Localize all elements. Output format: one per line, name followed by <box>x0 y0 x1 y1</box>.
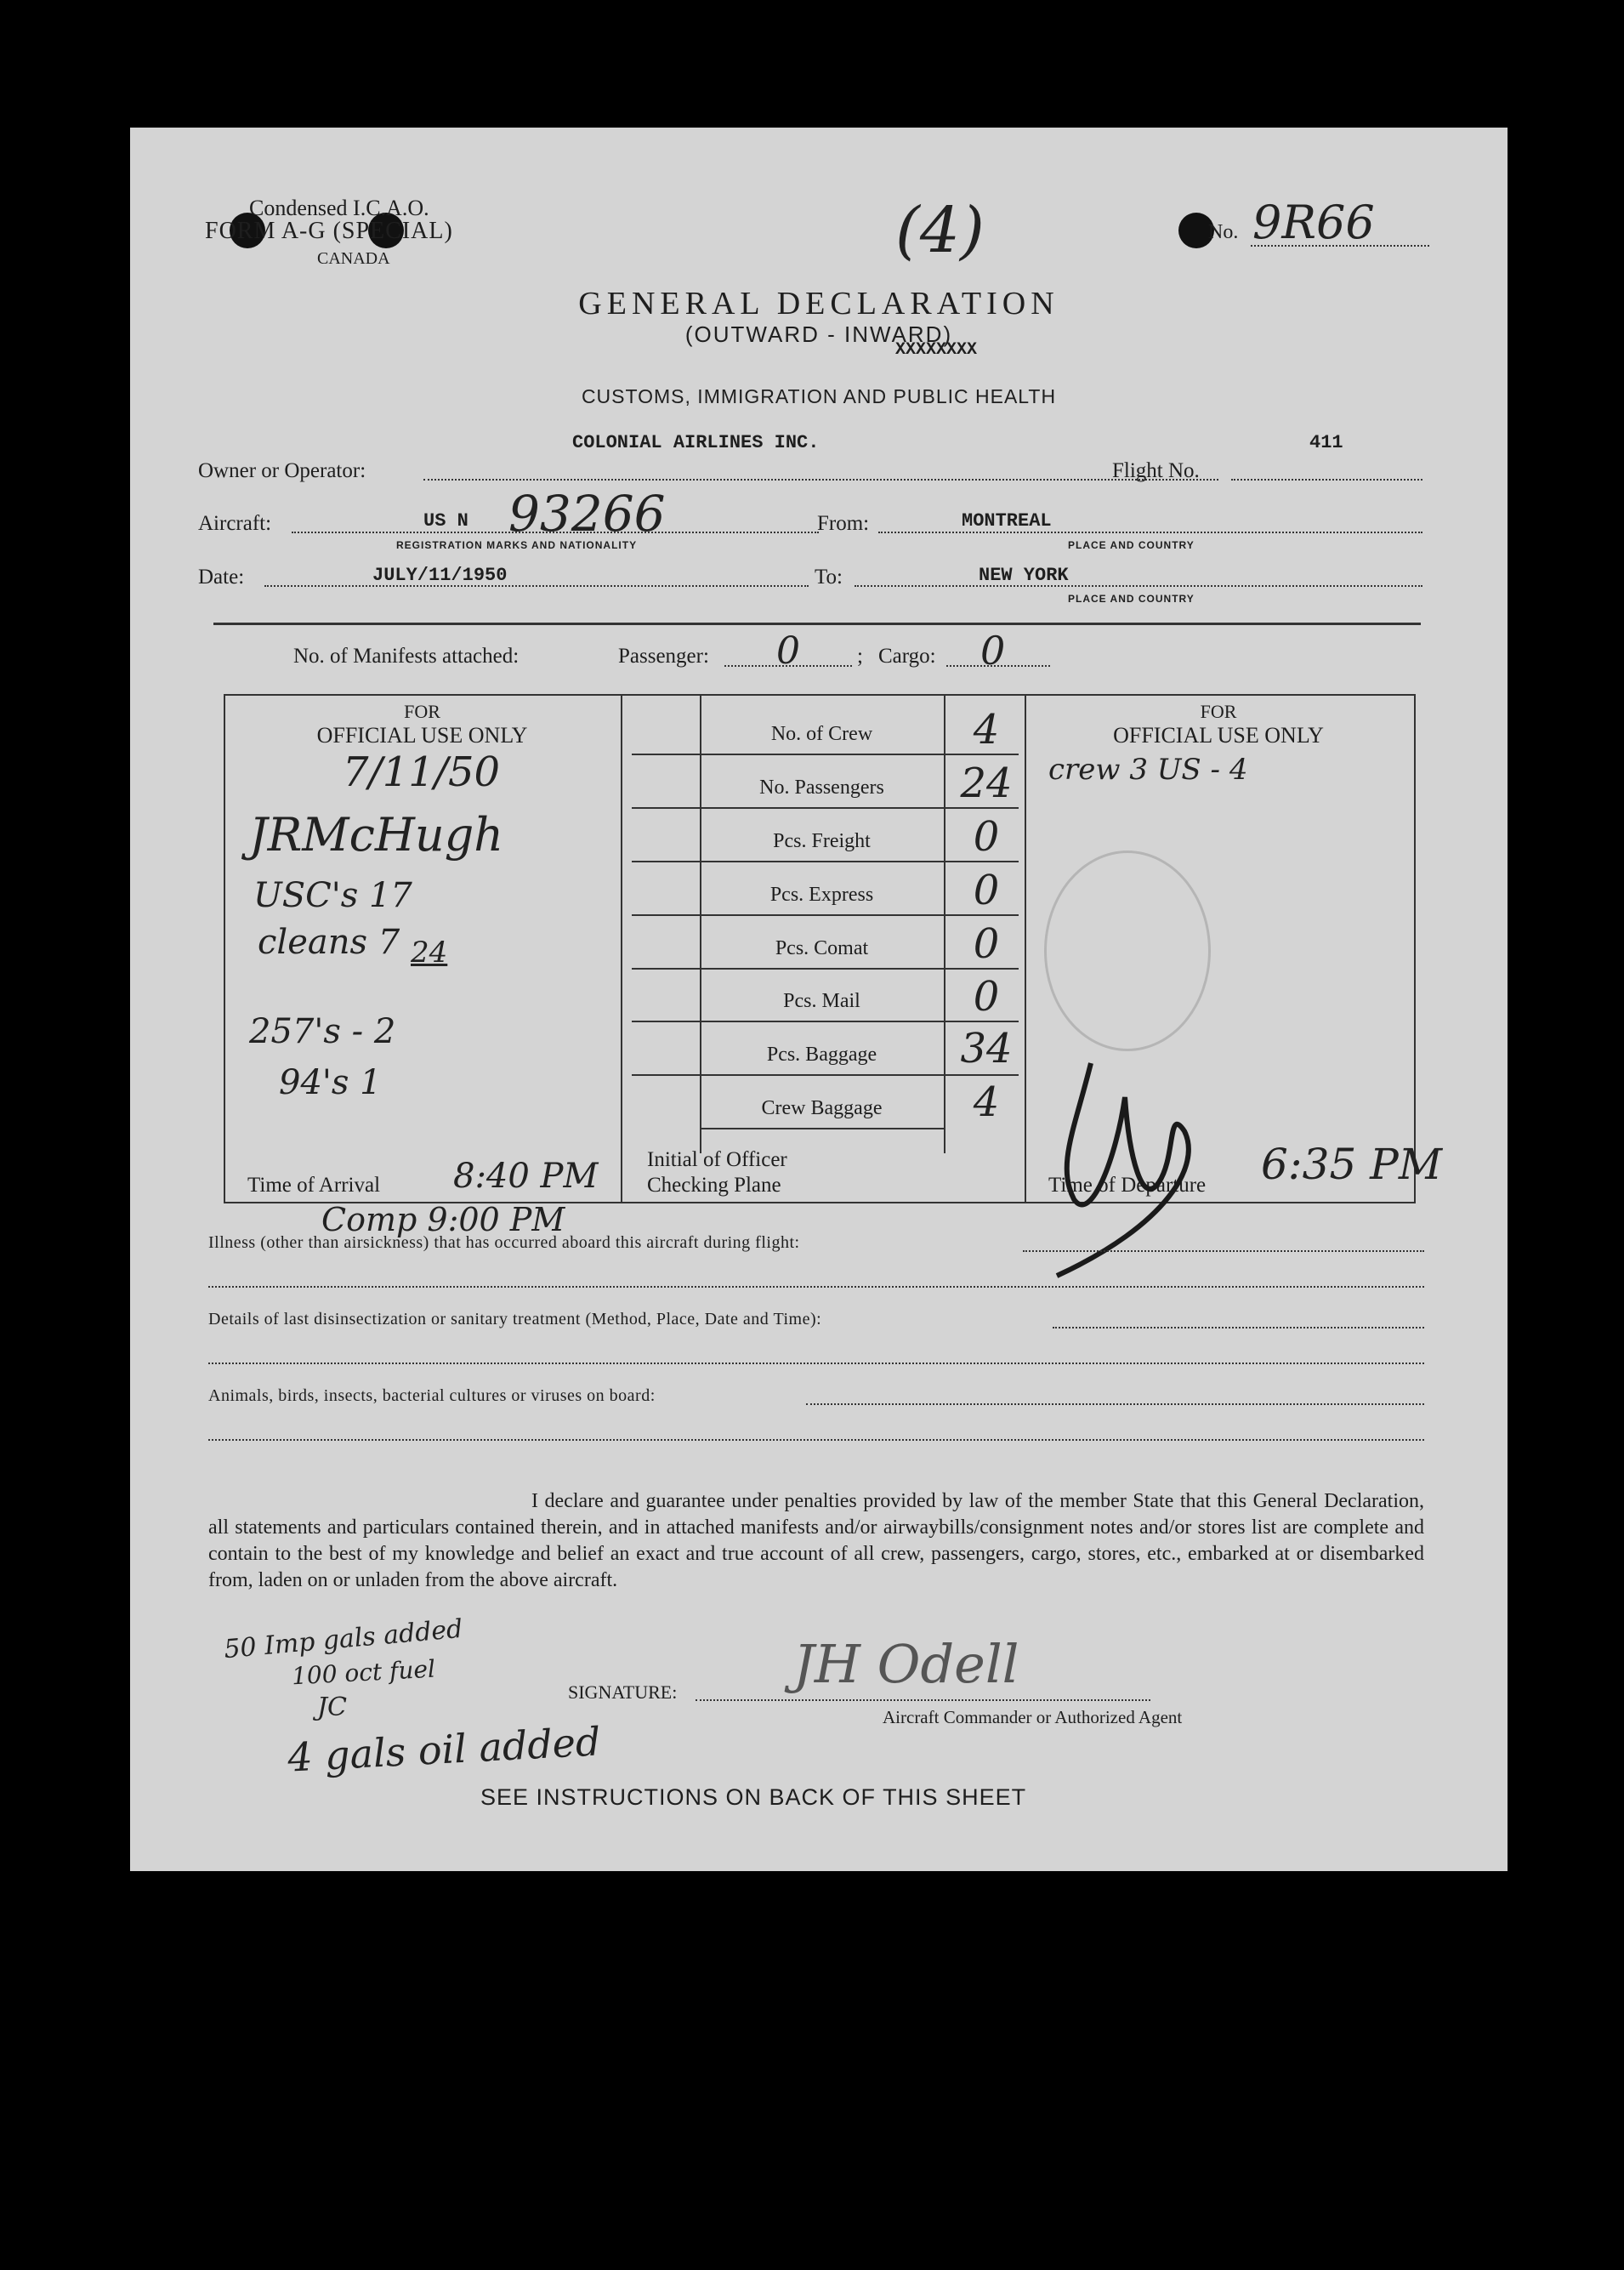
margin-note-line1: 50 Imp gals added <box>223 1613 464 1665</box>
illness-line-2 <box>208 1286 1424 1288</box>
disinsect-line <box>1053 1327 1424 1328</box>
form-subtitle: CUSTOMS, IMMIGRATION AND PUBLIC HEALTH <box>581 385 1057 407</box>
margin-note-line4: 4 gals oil added <box>286 1718 602 1781</box>
table-divider <box>1025 694 1026 1202</box>
row-baggage-value: 34 <box>960 1025 1013 1072</box>
manifests-cargo-label: Cargo: <box>878 645 936 668</box>
from-caption: PLACE AND COUNTRY <box>1068 539 1195 551</box>
to-label: To: <box>815 566 843 589</box>
row-line <box>700 1128 944 1129</box>
table-divider <box>700 694 701 1153</box>
manifests-label: No. of Manifests attached: <box>293 645 520 668</box>
official-note-line4: 94's 1 <box>279 1063 382 1102</box>
time-departure-value: 6:35 PM <box>1261 1140 1443 1189</box>
table-divider <box>944 694 945 1153</box>
row-express-label: Pcs. Express <box>769 884 874 906</box>
official-note-line1: USC's 17 <box>253 876 412 915</box>
owner-line <box>423 479 1218 481</box>
to-line <box>855 585 1422 587</box>
signature-value: JH Odell <box>793 1633 1019 1695</box>
official-note-line2b: 24 <box>411 936 448 970</box>
customs-stamp <box>1044 851 1211 1051</box>
row-line <box>632 754 1019 755</box>
official-note-line2: cleans 7 <box>258 923 400 962</box>
row-freight-label: Pcs. Freight <box>773 830 871 852</box>
row-line <box>632 1021 1019 1022</box>
signature-label: SIGNATURE: <box>568 1681 678 1703</box>
row-express-value: 0 <box>973 867 1000 914</box>
time-arrival-label: Time of Arrival <box>247 1174 381 1197</box>
official-crew-note: crew 3 US - 4 <box>1048 753 1248 787</box>
row-mail-value: 0 <box>973 973 1000 1021</box>
row-freight-value: 0 <box>973 813 1000 861</box>
form-number-label: No. <box>1208 221 1239 243</box>
row-crew-baggage-label: Crew Baggage <box>761 1097 883 1119</box>
completed-note: Comp 9:00 PM <box>321 1201 565 1238</box>
row-mail-label: Pcs. Mail <box>783 990 860 1012</box>
row-comat-value: 0 <box>973 920 1000 968</box>
margin-note-line2: 100 oct fuel <box>291 1654 436 1691</box>
flight-value: 411 <box>1309 432 1343 453</box>
row-line <box>632 968 1019 970</box>
date-line <box>264 585 809 587</box>
owner-label: Owner or Operator: <box>198 459 366 482</box>
row-line <box>632 1074 1019 1076</box>
form-number-value: 9R66 <box>1252 196 1375 249</box>
date-label: Date: <box>198 566 245 589</box>
struck-text: XXXXXXXX <box>895 340 978 360</box>
form-title: GENERAL DECLARATION <box>578 286 1059 321</box>
manifests-separator: ; <box>857 645 863 668</box>
flight-label: Flight No. <box>1112 459 1200 482</box>
official-date-note: 7/11/50 <box>343 748 501 796</box>
instructions-footer: SEE INSTRUCTIONS ON BACK OF THIS SHEET <box>480 1784 1027 1810</box>
form-header-line1: Condensed I.C.A.O. <box>249 196 429 220</box>
aircraft-hand-value: 93266 <box>508 485 666 543</box>
illness-label: Illness (other than airsickness) that has occurred aboard this aircraft during flight: <box>208 1233 800 1252</box>
aircraft-label: Aircraft: <box>198 512 272 535</box>
right-official-subheader: OFFICIAL USE ONLY <box>1113 723 1324 748</box>
aircraft-printed-value: US N <box>423 510 468 532</box>
to-value: NEW YORK <box>979 565 1069 586</box>
signature-line <box>696 1699 1150 1701</box>
manifests-cargo-value: 0 <box>980 628 1006 674</box>
row-crew-label: No. of Crew <box>770 723 873 745</box>
checking-plane-label: Checking Plane <box>647 1174 781 1197</box>
from-line <box>878 532 1422 533</box>
divider <box>213 623 1421 625</box>
from-value: MONTREAL <box>962 510 1052 532</box>
disinsect-label: Details of last disinsectization or sanitary treatment (Method, Place, Date and Time): <box>208 1310 822 1328</box>
time-departure-label: Time of Departure <box>1048 1174 1207 1197</box>
manifests-passenger-label: Passenger: <box>618 645 709 668</box>
illness-line <box>1023 1250 1424 1252</box>
officer-signature <box>1040 1029 1235 1284</box>
table-divider <box>621 694 622 1202</box>
declaration-form-sheet <box>130 128 1508 1871</box>
row-crew-baggage-value: 4 <box>973 1078 1000 1126</box>
row-baggage-label: Pcs. Baggage <box>766 1044 877 1066</box>
row-crew-value: 4 <box>973 706 1000 754</box>
owner-value: COLONIAL AIRLINES INC. <box>572 432 820 453</box>
from-label: From: <box>817 512 870 535</box>
official-note-line3: 257's - 2 <box>249 1012 396 1051</box>
date-value: JULY/11/1950 <box>372 565 508 586</box>
row-line <box>632 807 1019 809</box>
form-header-line2: FORM A-G (SPECIAL) <box>205 218 453 244</box>
right-official-header: FOR <box>1200 701 1237 722</box>
time-arrival-value: 8:40 PM <box>453 1157 599 1196</box>
row-comat-label: Pcs. Comat <box>775 937 869 959</box>
copy-mark: (4) <box>895 194 985 267</box>
aircraft-caption: REGISTRATION MARKS AND NATIONALITY <box>396 539 638 551</box>
initial-officer-label: Initial of Officer <box>647 1148 787 1171</box>
disinsect-line-2 <box>208 1363 1424 1364</box>
form-header-line3: CANADA <box>317 249 390 268</box>
animals-line-2 <box>208 1439 1424 1441</box>
animals-line <box>806 1403 1424 1405</box>
declaration-text: I declare and guarantee under penalties provided by law of the member State that this General Declaration, all statements and particulars contained therein, and in attached manifests and/or airwaybills/consignment notes and/or stores list are complete and contain to the best of my knowledge and belief an exact and true account of all crew, passengers, cargo, stores, etc., embarked at or disembarked from, laden on or unladen from the above aircraft. <box>208 1490 1424 1591</box>
official-signature-note: JRMcHugh <box>249 808 504 862</box>
left-official-subheader: OFFICIAL USE ONLY <box>316 723 528 748</box>
flight-line <box>1231 479 1422 481</box>
row-passengers-label: No. Passengers <box>759 777 884 799</box>
left-official-header: FOR <box>404 701 440 722</box>
animals-label: Animals, birds, insects, bacterial cultures or viruses on board: <box>208 1386 656 1405</box>
row-passengers-value: 24 <box>960 760 1013 807</box>
row-line <box>632 861 1019 862</box>
form-direction: (OUTWARD - INWARD) <box>684 321 953 347</box>
to-caption: PLACE AND COUNTRY <box>1068 593 1195 605</box>
signature-caption: Aircraft Commander or Authorized Agent <box>883 1707 1183 1727</box>
manifests-passenger-value: 0 <box>776 629 800 673</box>
row-line <box>632 914 1019 916</box>
margin-note-line3: JC <box>317 1693 347 1722</box>
